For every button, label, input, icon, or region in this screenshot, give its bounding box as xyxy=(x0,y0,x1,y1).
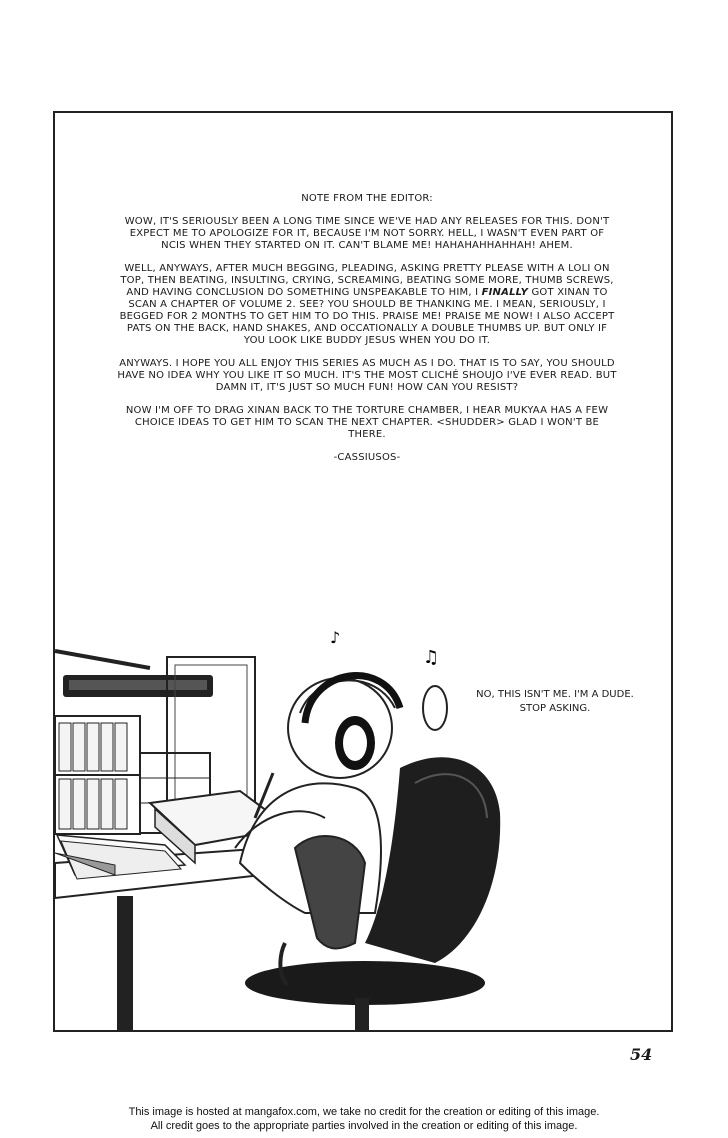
side-note-line-2: STOP ASKING. xyxy=(519,703,591,714)
hair-bun xyxy=(423,686,447,730)
note-paragraph-3: ANYWAYS. I HOPE YOU ALL ENJOY THIS SERIES AS MUCH AS I DO. THAT IS TO SAY, YOU SHOULD HAVE NO IDEA WHY YOU LIKE IT SO MUCH. IT'S THE MOST CLICHÉ SHOUJO I'VE EVER READ. BUT DAMN IT, IT'S JUST SO MUCH FUN! HOW CAN YOU RESIST? xyxy=(117,358,617,393)
music-note-1: ♪ xyxy=(330,628,341,647)
chair-back xyxy=(365,757,500,963)
note-emphasis-finally: FINALLY xyxy=(481,287,529,298)
note-paragraph-4: NOW I'M OFF TO DRAG XINAN BACK TO THE TORTURE CHAMBER, I HEAR MUKYAA HAS A FEW CHOICE IDEAS TO GET HIM TO SCAN THE NEXT CHAPTER. <SHUDDER> GLAD I WON'T BE THERE. xyxy=(125,405,609,440)
chair-post xyxy=(355,998,369,1032)
manga-panel xyxy=(53,111,673,1032)
disclaimer-line-1: This image is hosted at mangafox.com, we take no credit for the creation or editing of this image. xyxy=(128,1106,600,1118)
side-note xyxy=(465,688,645,716)
note-signature: -CASSIUSOS- xyxy=(333,452,401,463)
note-heading: NOTE FROM THE EDITOR: xyxy=(301,193,433,204)
note-paragraph-2-end: GOT XINAN TO SCAN A CHAPTER OF VOLUME 2. SEE? YOU SHOULD BE THANKING ME. I MEAN, SERIOUSLY, I BEGGED FOR 2 MONTHS TO GET HIM TO DO THIS. PRAISE ME! PRAISE ME NOW! I ALSO ACCEPT PATS ON THE BACK, HAND SHAKES, AND OCCATIONALLY A DOUBLE THUMBS UP. BUT ONLY IF YOU LOOK LIKE BUDDY JESUS WHEN YOU DO IT. xyxy=(119,287,615,346)
editor-note xyxy=(117,193,617,475)
hosting-disclaimer xyxy=(0,1105,728,1133)
page-number: 54 xyxy=(630,1045,653,1064)
girl-at-desk-illustration xyxy=(55,613,515,1032)
note-paragraph-2-start: WELL, ANYWAYS, AFTER MUCH BEGGING, PLEADING, ASKING PRETTY PLEASE WITH A LOLI ON TOP, THEN BEATING, INSULTING, CRYING, SCREAMING, BEATING SOME MORE, THUMB SCREWS, AND HAVING CONCLUSION DO SOMETHING UNSPEAKABLE TO HIM, I xyxy=(120,263,614,298)
lamp-arm xyxy=(55,651,150,668)
side-note-line-1: NO, THIS ISN'T ME. I'M A DUDE. xyxy=(476,689,634,700)
music-note-2: ♫ xyxy=(423,647,440,668)
girl-leg xyxy=(295,836,365,948)
desk-leg xyxy=(117,896,133,1032)
note-paragraph-2 xyxy=(117,263,617,347)
note-paragraph-1: WOW, IT'S SERIOUSLY BEEN A LONG TIME SINCE WE'VE HAD ANY RELEASES FOR THIS. DON'T EXPECT ME TO APOLOGIZE FOR IT, BECAUSE I'M NOT SORRY. HELL, I WASN'T EVEN PART OF NCIS WHEN THEY STARTED ON IT. CAN'T BLAME ME! HAHAHAHHAHHAH! AHEM. xyxy=(124,216,610,251)
disclaimer-line-2: All credit goes to the appropriate parties involved in the creation or editing of this image. xyxy=(150,1120,578,1132)
